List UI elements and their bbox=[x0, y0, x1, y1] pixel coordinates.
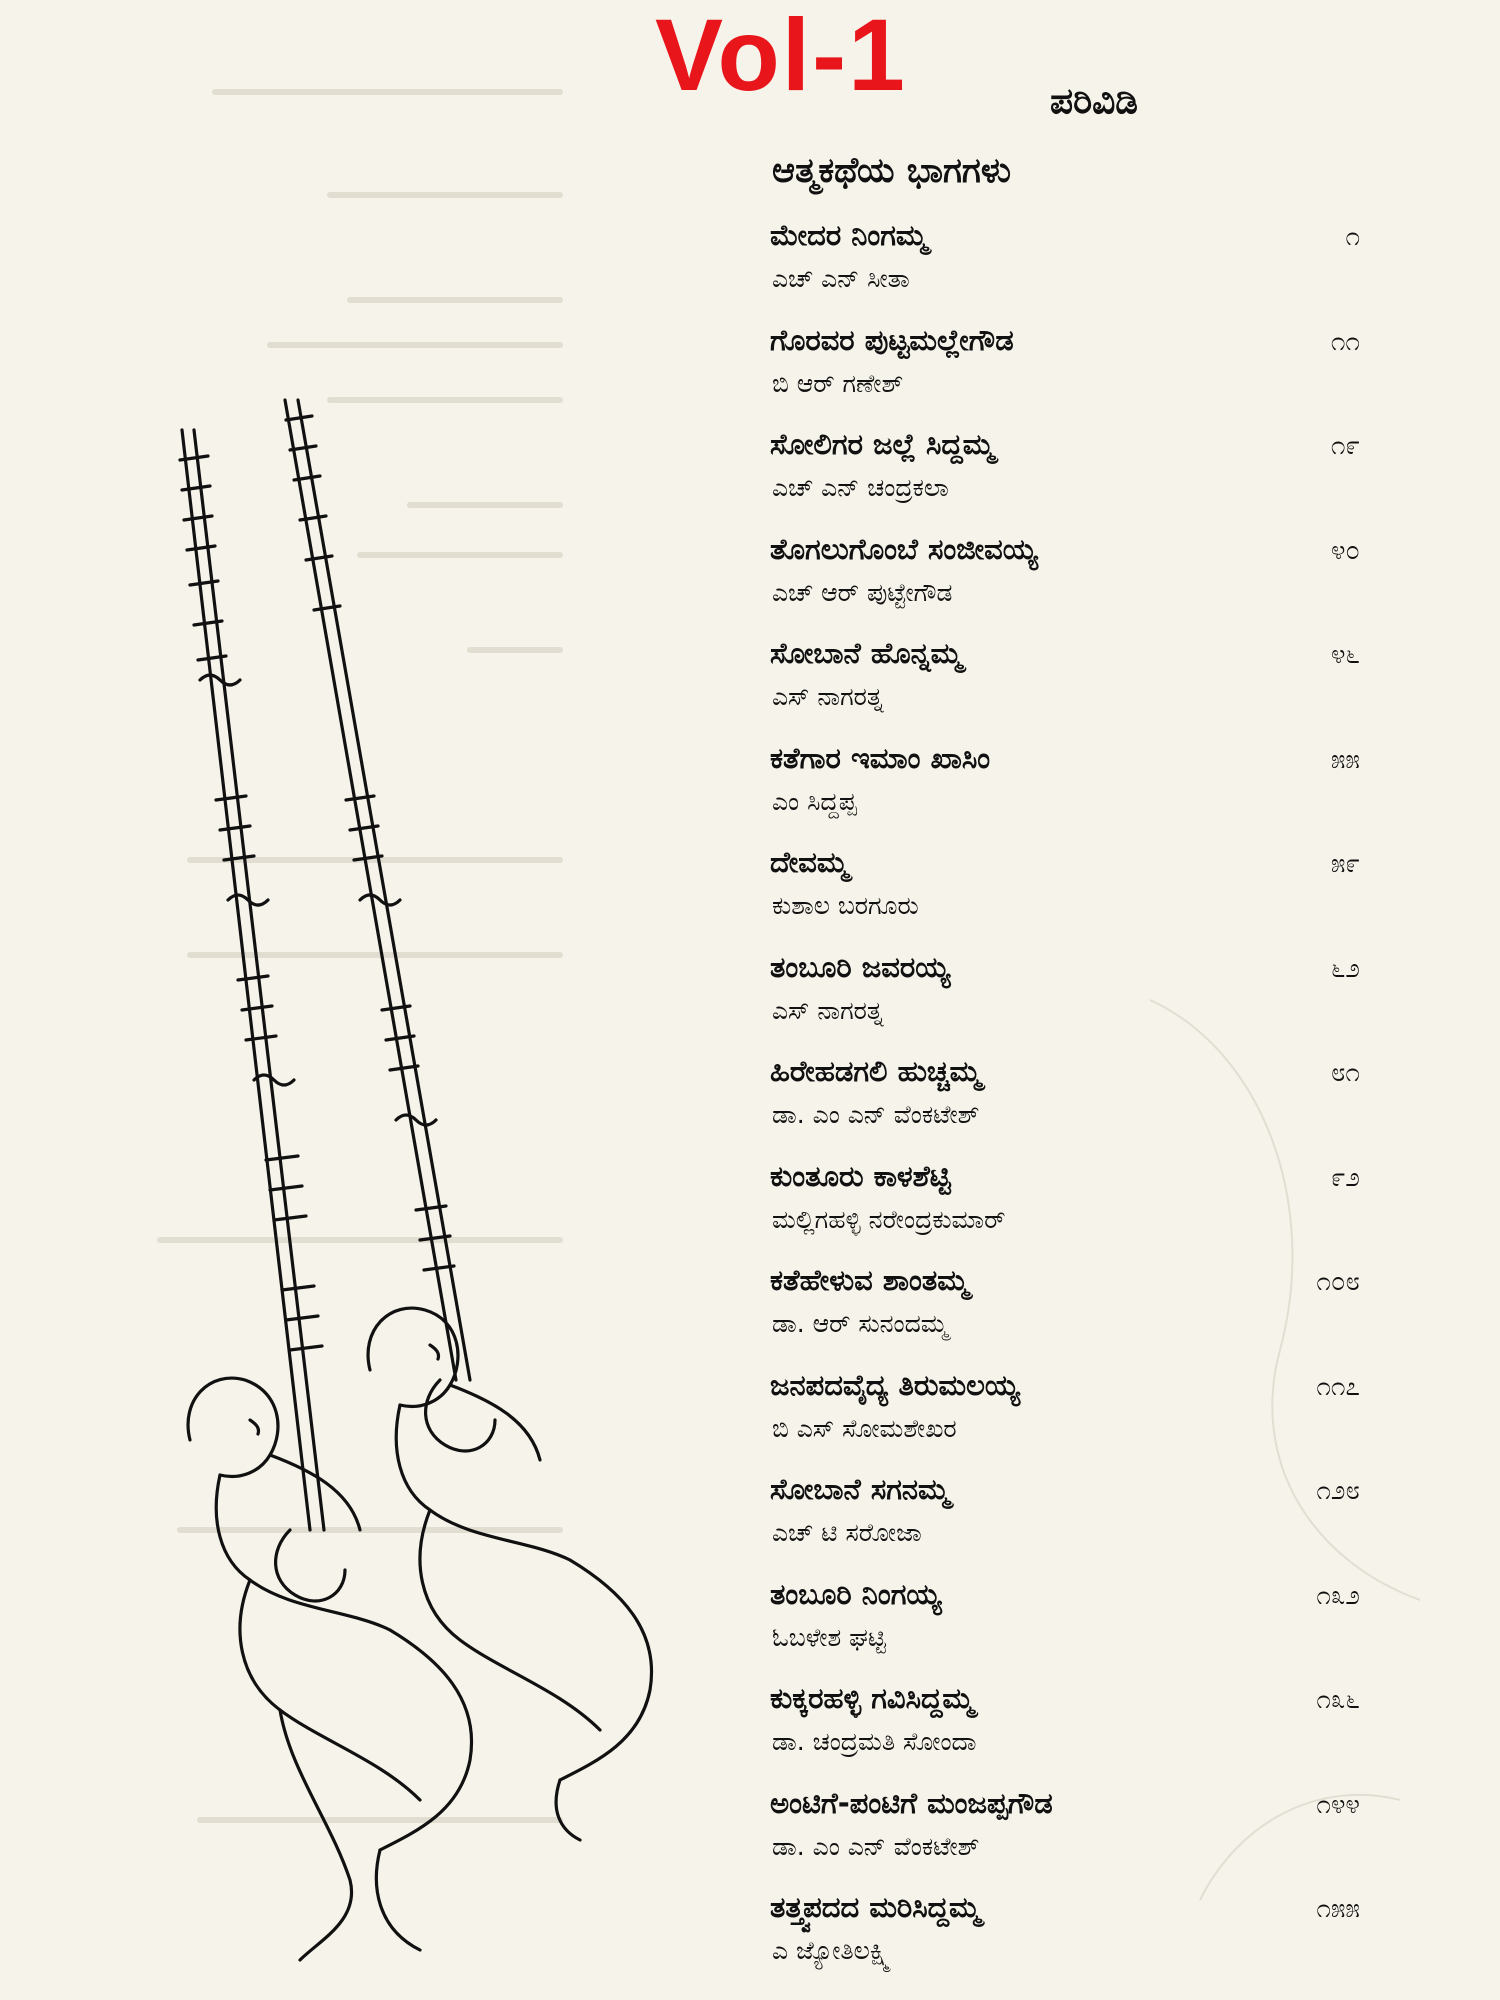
entry-title: ಗೊರವರ ಪುಟ್ಟಮಲ್ಲೇಗೌಡ bbox=[770, 322, 1014, 357]
toc-entry bbox=[770, 741, 1360, 846]
entry-title: ತಂಬೂರಿ ನಿಂಗಯ್ಯ bbox=[770, 1576, 942, 1611]
volume-banner: Vol-1 bbox=[655, 0, 907, 112]
toc-entry bbox=[770, 1577, 1360, 1682]
entry-title: ದೇವಮ್ಮ bbox=[770, 845, 849, 879]
contents-title: ಪರಿವಿಡಿ bbox=[1050, 81, 1138, 122]
entry-page-number: ೧೩೬ bbox=[1316, 1685, 1360, 1715]
entry-author: ಎಚ್ ಟಿ ಸರೋಜಾ bbox=[772, 1518, 922, 1547]
entry-page-number: ೬೨ bbox=[1330, 953, 1360, 984]
entry-page-number: ೫೫ bbox=[1330, 744, 1360, 775]
entry-page-number: ೧೫೫ bbox=[1316, 1894, 1360, 1924]
entry-page-number: ೧೨೮ bbox=[1316, 1476, 1360, 1506]
entry-page-number: ೧೦೮ bbox=[1316, 1267, 1360, 1297]
toc-entry bbox=[770, 1786, 1360, 1891]
toc-entry bbox=[770, 1472, 1360, 1577]
section-heading: ಆತ್ಮಕಥೆಯ ಭಾಗಗಳು bbox=[772, 151, 1011, 191]
entry-author: ಕುಶಾಲ ಬರಗೂರು bbox=[772, 891, 919, 920]
entry-author: ಡಾ. ಎಂ ಎನ್ ವೆಂಕಟೇಶ್ bbox=[772, 1100, 980, 1129]
toc-entry bbox=[770, 1159, 1360, 1264]
entry-title: ಮೇದರ ನಿಂಗಮ್ಮ bbox=[770, 218, 928, 252]
toc-entry bbox=[770, 532, 1360, 637]
entry-title: ಕತೆಹೇಳುವ ಶಾಂತಮ್ಮ bbox=[770, 1263, 969, 1297]
table-of-contents bbox=[770, 218, 1360, 1995]
entry-page-number: ೧೪೪ bbox=[1316, 1789, 1360, 1820]
toc-entry bbox=[770, 1890, 1360, 1995]
entry-page-number: ೧೩೨ bbox=[1316, 1580, 1360, 1611]
entry-page-number: ೪೬ bbox=[1330, 640, 1360, 670]
entry-title: ತೊಗಲುಗೊಂಬೆ ಸಂಜೀವಯ್ಯ bbox=[770, 531, 1038, 566]
entry-author: ಎ ಜ್ಯೋತಿಲಕ್ಷ್ಮಿ bbox=[772, 1936, 892, 1965]
toc-entry bbox=[770, 845, 1360, 950]
entry-author: ಎಸ್ ನಾಗರತ್ನ bbox=[772, 682, 884, 711]
entry-title: ಸೋಬಾನೆ ಹೊನ್ನಮ್ಮ bbox=[770, 636, 963, 670]
entry-title: ಅಂಟಿಗೆ-ಪಂಟಿಗೆ ಮಂಜಪ್ಪಗೌಡ bbox=[770, 1785, 1053, 1820]
entry-title: ಕುಂತೂರು ಕಾಳಶೆಟ್ಟಿ bbox=[770, 1158, 951, 1193]
entry-page-number: ೮೧ bbox=[1330, 1058, 1360, 1088]
entry-author: ಡಾ. ಎಂ ಎನ್ ವೆಂಕಟೇಶ್ bbox=[772, 1831, 980, 1861]
entry-title: ಕತೆಗಾರ ಇಮಾಂ ಖಾಸಿಂ bbox=[770, 740, 991, 775]
entry-author: ಬಿ ಆರ್ ಗಣೇಶ್ bbox=[772, 368, 904, 398]
toc-entry bbox=[770, 427, 1360, 532]
entry-author: ಎಚ್ ಎನ್ ಸೀತಾ bbox=[772, 264, 910, 293]
tambura-players-illustration bbox=[120, 380, 680, 1980]
entry-page-number: ೧೧ bbox=[1330, 326, 1360, 357]
entry-author: ಓಬಳೇಶ ಘಟ್ಟಿ bbox=[772, 1622, 887, 1652]
toc-entry bbox=[770, 950, 1360, 1055]
entry-page-number: ೧೧೭ bbox=[1316, 1371, 1360, 1402]
toc-entry bbox=[770, 1054, 1360, 1159]
entry-title: ಜನಪದವೈದ್ಯ ತಿರುಮಲಯ್ಯ bbox=[770, 1367, 1020, 1402]
toc-entry bbox=[770, 1368, 1360, 1473]
entry-page-number: ೪೦ bbox=[1330, 535, 1360, 566]
entry-author: ಎಂ ಸಿದ್ದಪ್ಪ bbox=[772, 786, 857, 816]
toc-entry bbox=[770, 1263, 1360, 1368]
entry-author: ಎಚ್ ಆರ್ ಪುಟ್ಟೇಗೌಡ bbox=[772, 577, 953, 607]
toc-entry bbox=[770, 636, 1360, 741]
toc-entry bbox=[770, 323, 1360, 428]
entry-title: ಕುಕ್ಕರಹಳ್ಳಿ ಗವಿಸಿದ್ದಮ್ಮ bbox=[770, 1681, 974, 1715]
entry-title: ಸೋಬಾನೆ ಸಗನಮ್ಮ bbox=[770, 1472, 950, 1506]
entry-author: ಎಚ್ ಎನ್ ಚಂದ್ರಕಲಾ bbox=[772, 473, 949, 502]
entry-author: ಡಾ. ಆರ್ ಸುನಂದಮ್ಮ bbox=[772, 1309, 948, 1338]
entry-title: ಸೋಲಿಗರ ಜಲ್ಲೆ ಸಿದ್ದಮ್ಮ bbox=[770, 427, 995, 461]
entry-author: ಎಸ್ ನಾಗರತ್ನ bbox=[772, 995, 884, 1025]
entry-page-number: ೧ bbox=[1345, 222, 1360, 252]
entry-title: ತಂಬೂರಿ ಜವರಯ್ಯ bbox=[770, 949, 951, 984]
entry-author: ಬಿ ಎಸ್ ಸೋಮಶೇಖರ bbox=[772, 1413, 957, 1443]
toc-entry bbox=[770, 1681, 1360, 1786]
entry-page-number: ೧೯ bbox=[1330, 431, 1360, 461]
entry-page-number: ೫೯ bbox=[1330, 849, 1360, 879]
entry-author: ಡಾ. ಚಂದ್ರಮತಿ ಸೋಂದಾ bbox=[772, 1727, 977, 1756]
entry-title: ತತ್ತ್ವಪದದ ಮರಿಸಿದ್ದಮ್ಮ bbox=[770, 1890, 981, 1924]
entry-page-number: ೯೨ bbox=[1330, 1162, 1360, 1193]
entry-author: ಮಲ್ಲಿಗಹಳ್ಳಿ ನರೇಂದ್ರಕುಮಾರ್ bbox=[772, 1204, 1006, 1234]
entry-title: ಹಿರೇಹಡಗಲಿ ಹುಚ್ಚಮ್ಮ bbox=[770, 1054, 982, 1088]
toc-entry bbox=[770, 218, 1360, 323]
